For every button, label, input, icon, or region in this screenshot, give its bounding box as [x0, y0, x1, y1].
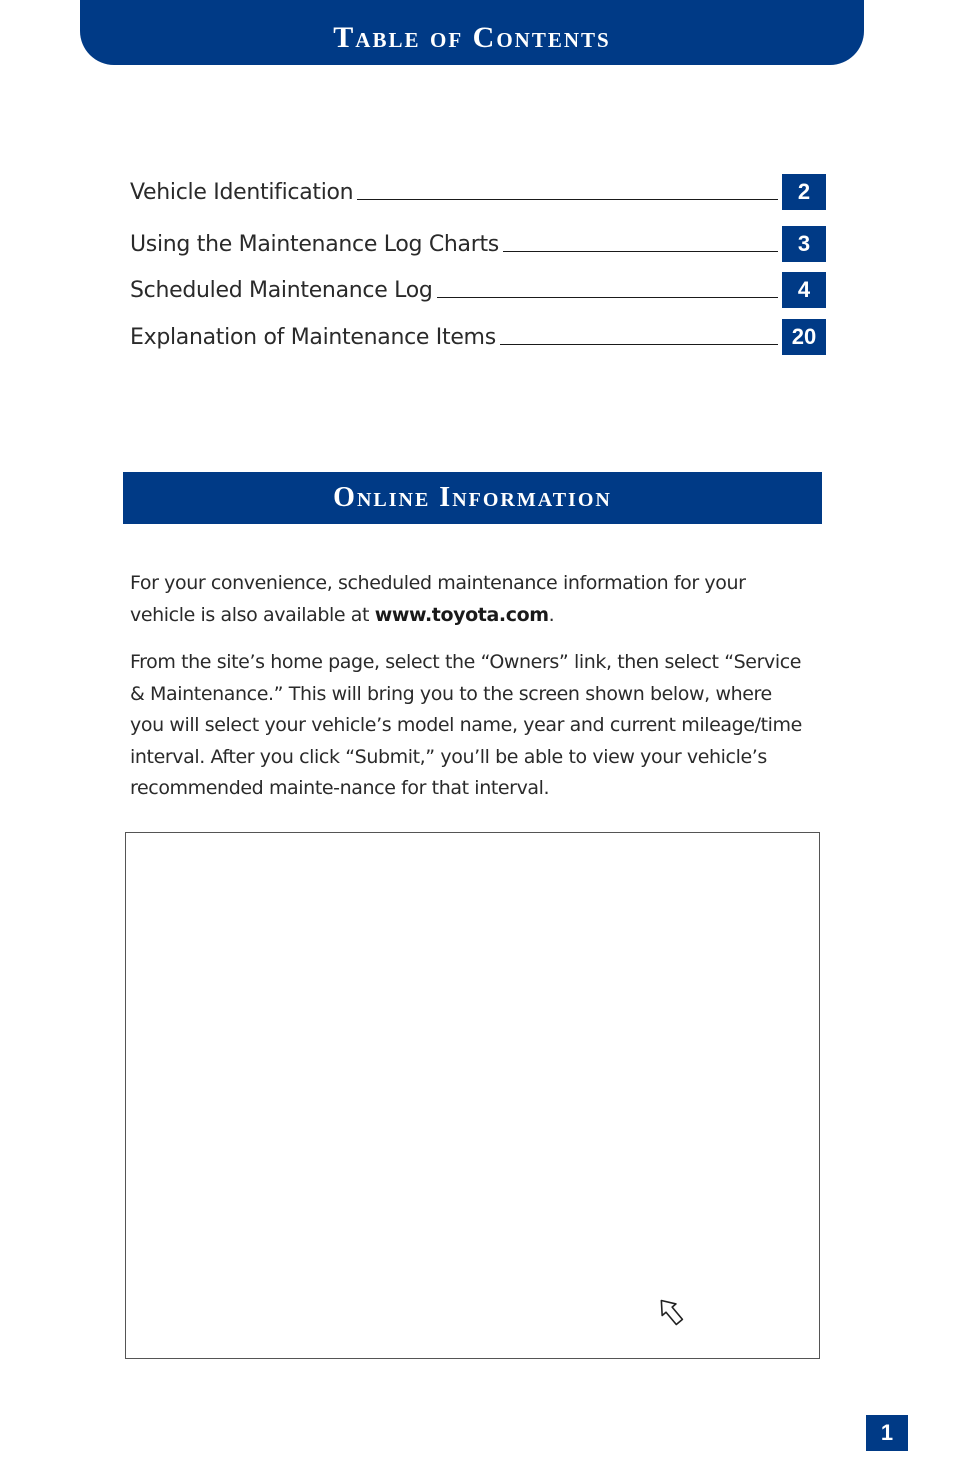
toc-item-label: Using the Maintenance Log Charts: [130, 232, 499, 257]
toc-leader-line: [437, 297, 778, 298]
online-information-text: [130, 568, 810, 821]
toc-item[interactable]: [130, 319, 826, 355]
toc-page-badge: 3: [782, 226, 826, 262]
toc-item[interactable]: [130, 174, 826, 210]
toc-item[interactable]: [130, 272, 826, 308]
website-link[interactable]: www.toyota.com: [374, 603, 549, 626]
paragraph-convenience-end: .: [548, 603, 555, 626]
toc-leader-line: [503, 251, 778, 252]
paragraph-convenience-text: For your convenience, scheduled maintenance information for your vehicle is also available at: [130, 572, 746, 626]
website-screenshot-frame: [125, 832, 820, 1359]
toc-page-badge: 2: [782, 174, 826, 210]
mouse-pointer-icon: [656, 1295, 686, 1329]
toc-item-label: Vehicle Identification: [130, 180, 354, 205]
section-title: Online Information: [333, 482, 612, 513]
toc-item-label: Explanation of Maintenance Items: [130, 325, 496, 350]
toc-leader-line: [500, 344, 778, 345]
toc-item[interactable]: [130, 226, 826, 262]
paragraph-convenience: [130, 568, 810, 631]
toc-page-badge: 20: [782, 319, 826, 355]
paragraph-instructions: From the site’s home page, select the “Owners” link, then select “Service & Maintenance.” This will bring you to the screen shown below, where you will select your vehicle’s model name, year and current mileage/time interval. After you click “Submit,” you’ll be able to view your vehicle’s recommended mainte-nance for that interval.: [130, 651, 802, 799]
page-title: Table of Contents: [333, 20, 611, 54]
header-tab: [80, 0, 864, 65]
toc-leader-line: [357, 199, 778, 200]
toc-page-badge: 4: [782, 272, 826, 308]
page-number: 1: [866, 1415, 908, 1451]
online-information-bar: [123, 472, 822, 524]
toc-item-label: Scheduled Maintenance Log: [130, 278, 433, 303]
